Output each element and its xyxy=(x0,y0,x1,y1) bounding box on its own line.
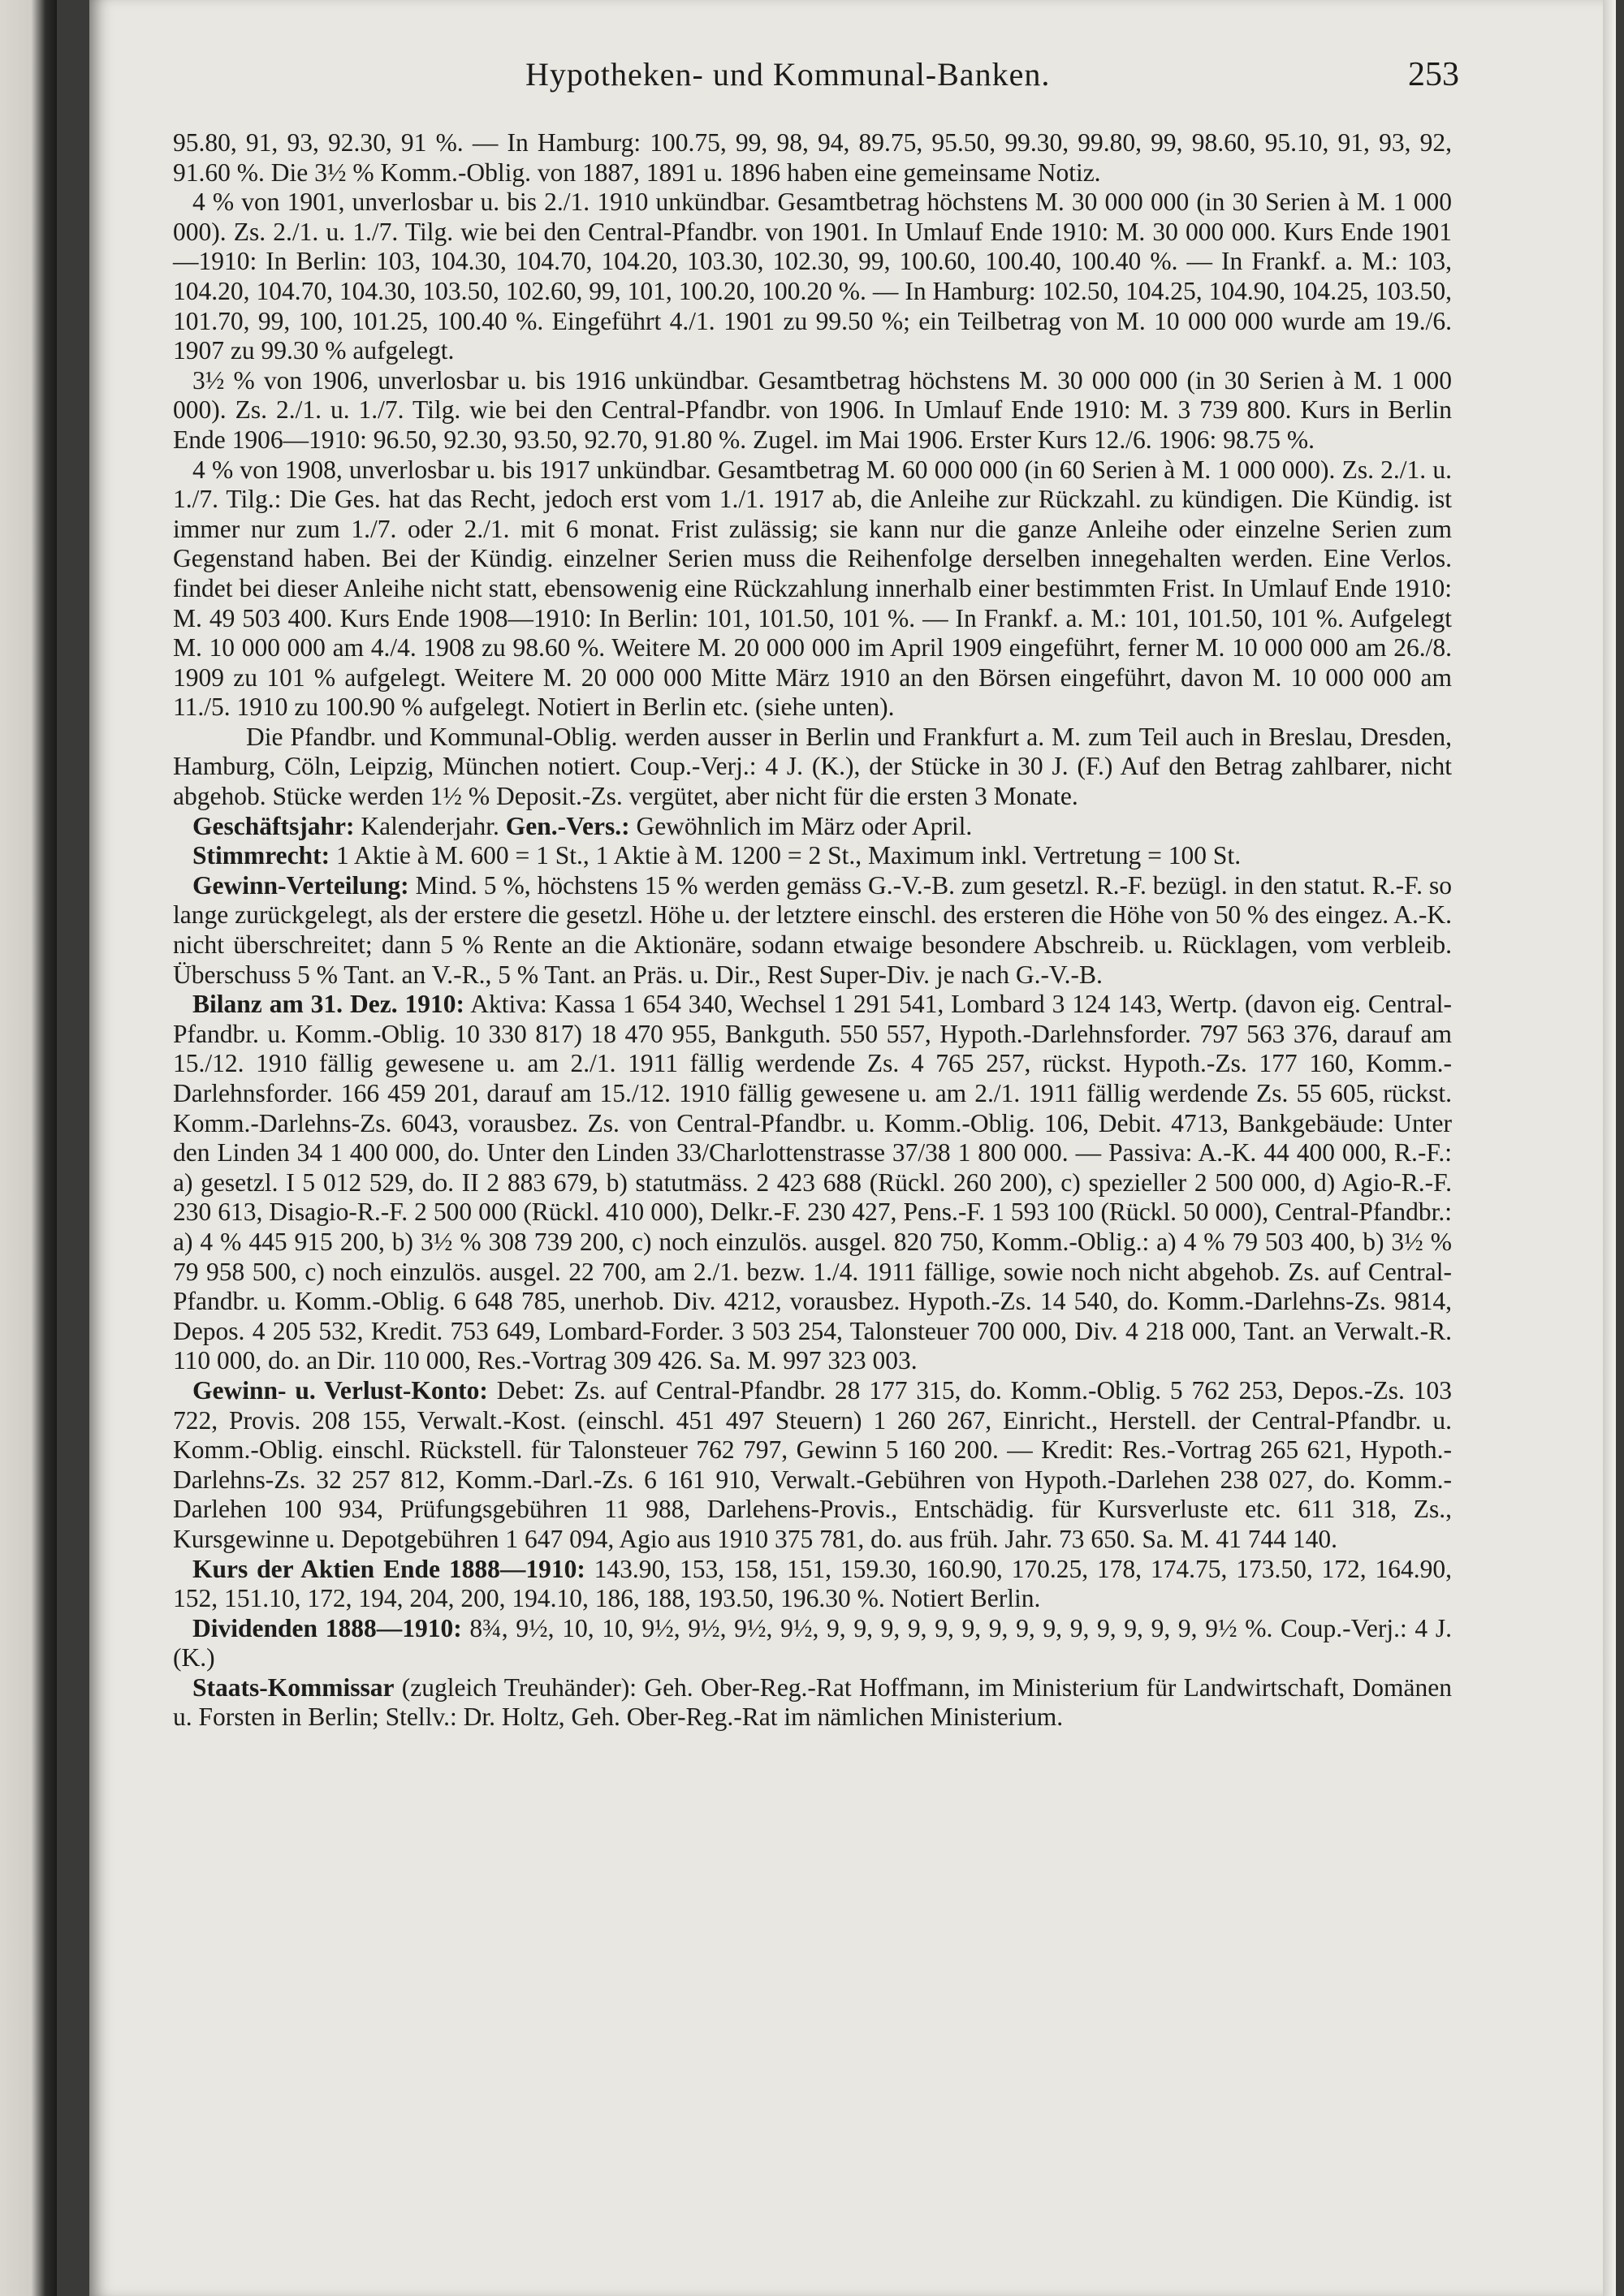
section-gewinn-verteilung xyxy=(173,871,1452,990)
section-text-gen-vers: Gewöhnlich im März oder April. xyxy=(629,811,973,840)
section-text: 8¾, 9½, 10, 10, 9½, 9½, 9½, 9½, 9, 9, 9, 9, 9, 9, 9, 9, 9, 9, 9, 9, 9, 9, 9½ %. Coup.-Verj.: 4 J. (K.) xyxy=(173,1613,1452,1672)
section-term: Gewinn-Verteilung: xyxy=(192,870,409,900)
body-text xyxy=(173,128,1452,1733)
section-text: 1 Aktie à M. 600 = 1 St., 1 Aktie à M. 1200 = 2 St., Maximum inkl. Vertretung = 100 St. xyxy=(330,841,1242,870)
section-text: Aktiva: Kassa 1 654 340, Wechsel 1 291 541, Lombard 3 124 143, Wertp. (davon eig. Central-Pfandbr. u. Komm.-Oblig. 10 330 817) 18 470 955, Bankguth. 550 557, Hypoth.-Darlehnsforder. 797 563 376, darauf am 15./12. 1910 fällig gewesene u. am 2./1. 1911 fällig werdende Zs. 4 765 257, rückst. Hypoth.-Zs. 177 160, Komm.-Darlehnsforder. 166 459 201, darauf am 15./12. 1910 fällig gewesene u. am 2./1. 1911 fällig werdende Zs. 55 605, rückst. Komm.-Darlehns-Zs. 6043, vorausbez. Zs. von Central-Pfandbr. u. Komm.-Oblig. 106, Debit. 4713, Bankgebäude: Unter den Linden 34 1 400 000, do. Unter den Linden 33/Charlottenstrasse 37/38 1 800 000. — Passiva: A.-K. 44 400 000, R.-F.: a) gesetzl. I 5 012 529, do. II 2 883 679, b) statutmäss. 2 423 688 (Rückl. 260 200), c) spezieller 2 500 000, d) Agio-R.-F. 230 613, Disagio-R.-F. 2 500 000 (Rückl. 410 000), Delkr.-F. 230 427, Pens.-F. 1 593 100 (Rückl. 50 000), Central-Pfandbr.: a) 4 % 445 915 200, b) 3½ % 308 739 200, c) noch einzulös. ausgel. 820 750, Komm.-Oblig.: a) 4 % 79 503 400, b) 3½ % 79 958 500, c) noch einzulös. ausgel. 22 700, am 2./1. bezw. 1./4. 1911 fällige, sowie noch nicht abgehob. Zs. auf Central-Pfandbr. u. Komm.-Oblig. 6 648 785, unerhob. Div. 4212, vorausbez. Hypoth.-Zs. 14 540, do. Komm.-Darlehns-Zs. 9814, Depos. 4 205 532, Kredit. 753 649, Lombard-Forder. 3 503 254, Talonsteuer 700 000, Div. 4 218 000, Tant. an Verwalt.-R. 110 000, do. an Dir. 110 000, Res.-Vortrag 309 426. Sa. M. 997 323 003. xyxy=(173,990,1452,1375)
section-term: Dividenden 1888—1910: xyxy=(192,1613,462,1642)
section-term: Geschäftsjahr: xyxy=(192,811,355,840)
page-number: 253 xyxy=(1408,56,1459,93)
section-text: Kalenderjahr. xyxy=(354,811,506,840)
section-text: (zugleich Treuhänder): Geh. Ober-Reg.-Rat Hoffmann, im Ministerium für Landwirtschaft, Domänen u. Forsten in Berlin; Stellv.: Dr. Holtz, Geh. Ober-Reg.-Rat im nämlichen Ministerium. xyxy=(173,1672,1452,1732)
paragraph-4pct-1901: 4 % von 1901, unverlosbar u. bis 2./1. 1910 unkündbar. Gesamtbetrag höchstens M. 30 000 000 (in 30 Serien à M. 1 000 000). Zs. 2./1. u. 1./7. Tilg. wie bei den Central-Pfandbr. von 1901. In Umlauf Ende 1910: M. 30 000 000. Kurs Ende 1901—1910: In Berlin: 103, 104.30, 104.70, 104.20, 103.30, 102.30, 99, 100.60, 100.40, 100.40 %. — In Frankf. a. M.: 103, 104.20, 104.70, 104.30, 103.50, 102.60, 99, 101, 100.20, 100.20 %. — In Hamburg: 102.50, 104.25, 104.90, 104.25, 103.50, 101.70, 99, 100, 101.25, 100.40 %. Eingeführt 4./1. 1901 zu 99.50 %; ein Teilbetrag von M. 10 000 000 wurde am 19./6. 1907 zu 99.30 % aufgelegt. xyxy=(173,188,1452,365)
paragraph-3-5pct-1906: 3½ % von 1906, unverlosbar u. bis 1916 unkündbar. Gesamtbetrag höchstens M. 30 000 000 (in 30 Serien à M. 1 000 000). Zs. 2./1. u. 1./7. Tilg. wie bei den Central-Pfandbr. von 1906. In Umlauf Ende 1910: M. 3 739 800. Kurs in Berlin Ende 1906—1910: 96.50, 92.30, 93.50, 92.70, 91.80 %. Zugel. im Mai 1906. Erster Kurs 12./6. 1906: 98.75 %. xyxy=(173,365,1452,454)
paragraph-oblig-1887-notes: 95.80, 91, 93, 92.30, 91 %. — In Hamburg: 100.75, 99, 98, 94, 89.75, 95.50, 99.30, 99.80, 99, 98.60, 95.10, 91, 93, 92, 91.60 %. Die 3½ % Komm.-Oblig. von 1887, 1891 u. 1896 haben eine gemeinsame Notiz. xyxy=(173,128,1452,187)
section-term-gen-vers: Gen.-Vers.: xyxy=(505,811,630,840)
section-stimmrecht xyxy=(173,841,1452,871)
section-kurs-der-aktien xyxy=(173,1555,1452,1614)
section-text: Mind. 5 %, höchstens 15 % werden gemäss G.-V.-B. zum gesetzl. R.-F. bezügl. in den statut. R.-F. so lange zurückgelegt, als der erstere die gesetzl. Höhe u. der letztere einschl. des ersteren die Höhe von 50 % des eingez. A.-K. nicht überschreitet; dann 5 % Rente an die Aktionäre, sodann etwaige besondere Abschreib. u. Rücklagen, vom verbleib. Überschuss 5 % Tant. an V.-R., 5 % Tant. an Präs. u. Dir., Rest Super-Div. je nach G.-V.-B. xyxy=(173,870,1452,989)
running-head: Hypotheken- und Kommunal-Banken. xyxy=(525,56,1051,93)
section-dividenden xyxy=(173,1614,1452,1673)
section-gewinn-verlust-konto xyxy=(173,1376,1452,1555)
section-staats-kommissar xyxy=(173,1673,1452,1733)
page-edge xyxy=(1603,0,1616,2296)
section-term: Staats-Kommissar xyxy=(192,1672,395,1702)
section-term: Kurs der Aktien Ende 1888—1910: xyxy=(192,1554,585,1583)
section-text: Debet: Zs. auf Central-Pfandbr. 28 177 315, do. Komm.-Oblig. 5 762 253, Depos.-Zs. 103 722, Provis. 208 155, Verwalt.-Kost. (einschl. 451 497 Steuern) 1 260 267, Einricht., Herstell. der Central-Pfandbr. u. Komm.-Oblig. einschl. Rückstell. für Talonsteuer 762 797, Gewinn 5 160 200. — Kredit: Res.-Vortrag 265 621, Hypoth.-Darlehns-Zs. 32 257 812, Komm.-Darl.-Zs. 6 161 910, Verwalt.-Gebühren von Hypoth.-Darlehen 238 027, do. Komm.-Darlehen 100 934, Prüfungsgebühren 11 988, Darlehens-Provis., Entschädig. für Kursverluste etc. 611 318, Zs., Kursgewinne u. Depotgebühren 1 647 094, Agio aus 1910 375 781, do. aus früh. Jahr. 73 650. Sa. M. 41 744 140. xyxy=(173,1375,1452,1553)
paragraph-4pct-1908: 4 % von 1908, unverlosbar u. bis 1917 unkündbar. Gesamtbetrag M. 60 000 000 (in 60 Serien à M. 1 000 000). Zs. 2./1. u. 1./7. Tilg.: Die Ges. hat das Recht, jedoch erst vom 1./1. 1917 ab, die Anleihe zur Rückzahl. zu kündigen. Die Kündig. ist immer nur zum 1./7. oder 2./1. mit 6 monat. Frist zulässig; sie kann nur die ganze Anleihe oder einzelne Serien zum Gegenstand haben. Bei der Kündig. einzelner Serien muss die Reihenfolge derselben innegehalten werden. Eine Verlos. findet bei dieser Anleihe nicht statt, ebensowenig eine Rückzahlung innerhalb einer bestimmten Frist. In Umlauf Ende 1910: M. 49 503 400. Kurs Ende 1908—1910: In Berlin: 101, 101.50, 101 %. — In Frankf. a. M.: 101, 101.50, 101 %. Aufgelegt M. 10 000 000 am 4./4. 1908 zu 98.60 %. Weitere M. 20 000 000 im April 1909 eingeführt, ferner M. 10 000 000 am 26./8. 1909 zu 101 % aufgelegt. Weitere M. 20 000 000 Mitte März 1910 an den Börsen eingeführt, davon M. 10 000 000 am 11./5. 1910 zu 100.90 % aufgelegt. Notiert in Berlin etc. (siehe unten). xyxy=(173,455,1452,722)
page-header xyxy=(436,55,1459,104)
paragraph-listing-notes: Die Pfandbr. und Kommunal-Oblig. werden ausser in Berlin und Frankfurt a. M. zum Teil auch in Breslau, Dresden, Hamburg, Cöln, Leipzig, München notiert. Coup.-Verj.: 4 J. (K.), der Stücke in 30 J. (F.) Auf den Betrag zahlbarer, nicht abgehob. Stücke werden 1½ % Deposit.-Zs. vergütet, aber nicht für die ersten 3 Monate. xyxy=(173,722,1452,811)
section-term: Stimmrecht: xyxy=(192,841,330,870)
facing-page-edge xyxy=(0,0,57,2296)
section-bilanz xyxy=(173,990,1452,1376)
section-term: Gewinn- u. Verlust-Konto: xyxy=(192,1375,488,1405)
section-term: Bilanz am 31. Dez. 1910: xyxy=(192,990,465,1019)
section-text: 143.90, 153, 158, 151, 159.30, 160.90, 170.25, 178, 174.75, 173.50, 172, 164.90, 152, 151.10, 172, 194, 204, 200, 194.10, 186, 188, 193.50, 196.30 %. Notiert Berlin. xyxy=(173,1554,1453,1613)
section-geschaeftsjahr xyxy=(173,812,1452,842)
